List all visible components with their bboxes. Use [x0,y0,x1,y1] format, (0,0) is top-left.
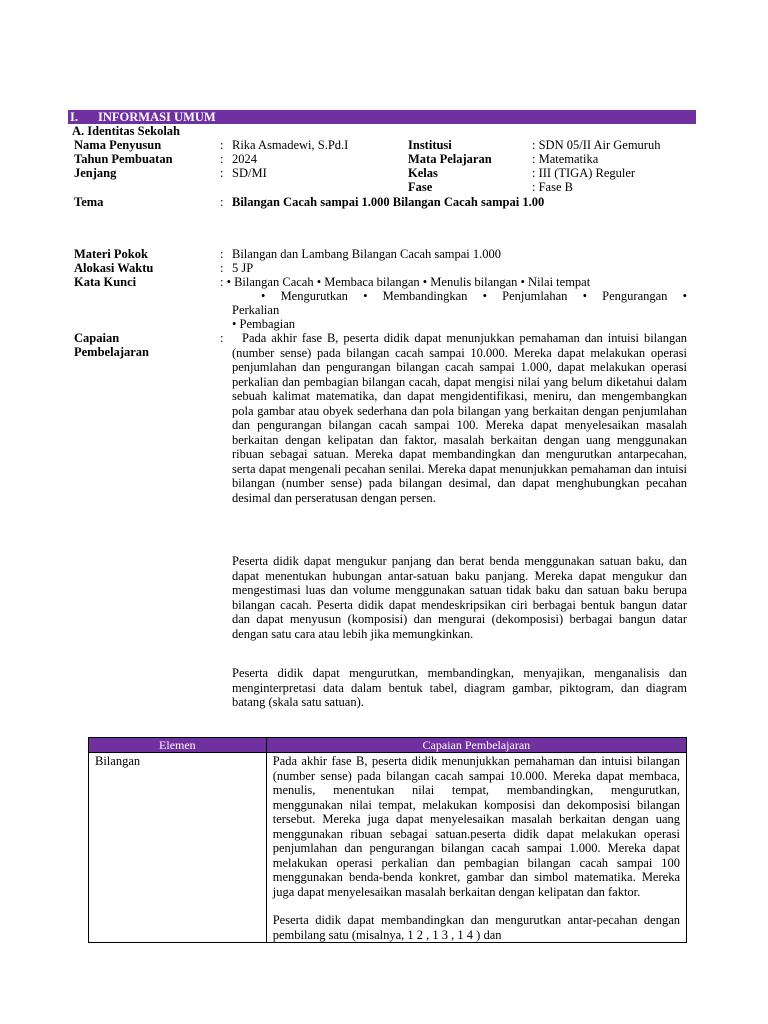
nama-penyusun-value: Rika Asmadewi, S.Pd.I [232,138,349,152]
capaian-paragraph-2: Peserta didik dapat mengukur panjang dan berat benda menggunakan satuan baku, dan dapat menentukan hubungan antar-satuan baku panjang. Mereka dapat mengukur dan mengestimasi luas dan volume menggunakan satuan tidak baku dan satuan baku berupa bilangan cacah. Peserta didik dapat mendeskripsikan ciri berbagai bentuk bangun datar dan dapat menyusun (komposisi) dan mengurai (dekomposisi) berbagai bangun datar dengan satu cara atau lebih jika memungkinkan. [232,554,687,641]
table-cell-elemen: Bilangan [89,753,267,943]
mata-pelajaran-value: : Matematika [532,152,599,166]
nama-penyusun-label: Nama Penyusun [74,138,162,152]
tema-value: Bilangan Cacah sampai 1.000 Bilangan Cacah sampai 1.00 [232,195,545,209]
jenjang-value: SD/MI [232,166,267,180]
kelas-label: Kelas [408,166,438,180]
colon: : [220,247,224,261]
alokasi-waktu-label: Alokasi Waktu [74,261,154,275]
kata-kunci-line4: • Pembagian [232,317,296,331]
colon: : [220,261,224,275]
colon: : [220,166,224,180]
colon: : [220,195,224,209]
kelas-value: : III (TIGA) Reguler [532,166,636,180]
table-cell-capaian [266,753,686,943]
materi-pokok-label: Materi Pokok [74,247,148,261]
fase-label: Fase [408,180,433,194]
section-number: I. [70,110,78,124]
tahun-pembuatan-label: Tahun Pembuatan [74,152,173,166]
table-cell-paragraph-1: Pada akhir fase B, peserta didik menunjukkan pemahaman dan intuisi bilangan (number sense) pada bilangan cacah sampai 10.000. Mereka dapat membaca, menulis, menentukan nilai tempat, membandingkan, mengurutkan, menggunakan nilai tempat, melakukan komposisi dan dekomposisi bilangan tersebut. Mereka juga dapat menyelesaikan masalah berkaitan dengan uang menggunakan ribuan sebagai satuan.peserta didik dapat melakukan operasi penjumlahan dan pengurangan bilangan cacah sampai 1.000. Mereka dapat melakukan operasi perkalian dan pembagian bilangan cacah sampai 100 menggunakan benda-benda konkret, gambar dan simbol matematika. Mereka juga dapat menyelesaikan masalah berkaitan dengan kelipatan dan faktor. [272,754,680,899]
materi-pokok-value: Bilangan dan Lambang Bilangan Cacah sampai 1.000 [232,247,502,261]
mata-pelajaran-label: Mata Pelajaran [408,152,492,166]
colon: : [220,138,224,152]
kata-kunci-line3: Perkalian [232,303,280,317]
section-title: INFORMASI UMUM [98,110,216,124]
capaian-label-line1: Capaian [74,331,120,345]
institusi-label: Institusi [408,138,452,152]
colon: : [220,331,224,345]
kata-kunci-line1: : • Bilangan Cacah • Membaca bilangan • Menulis bilangan • Nilai tempat [220,275,591,289]
table-header-row [89,738,687,753]
table-header-elemen: Elemen [89,738,267,753]
colon: : [220,152,224,166]
capaian-paragraph-3: Peserta didik dapat mengurutkan, membandingkan, menyajikan, menganalisis dan menginterpretasi data dalam bentuk tabel, diagram gambar, piktogram, dan diagram batang (skala satu satuan). [232,666,687,709]
fase-value: : Fase B [532,180,573,194]
jenjang-label: Jenjang [74,166,117,180]
capaian-label-line2: Pembelajaran [74,345,149,359]
institusi-value: : SDN 05/II Air Gemuruh [532,138,661,152]
kata-kunci-line2: • Mengurutkan • Membandingkan • Penjumlahan • Pengurangan • [261,289,687,303]
table-row [89,753,687,943]
tema-label: Tema [74,195,104,209]
table-cell-paragraph-2: Peserta didik dapat membandingkan dan mengurutkan antar-pecahan dengan pembilang satu (misalnya, 1 2 , 1 3 , 1 4 ) dan [272,913,680,942]
capaian-table [88,737,687,943]
capaian-paragraph-1: Pada akhir fase B, peserta didik dapat menunjukkan pemahaman dan intuisi bilangan (number sense) pada bilangan cacah sampai 10.000. Mereka dapat melakukan operasi penjumlahan dan pengurangan bilangan cacah sampai 1.000, dapat melakukan operasi perkalian dan pembagian bilangan cacah, dapat mengisi nilai yang belum diketahui dalam sebuah kalimat matematika, dan dapat mengidentifikasi, meniru, dan mengembangkan pola gambar atau obyek sederhana dan pola bilangan yang berkaitan dengan penjumlahan dan pengurangan bilangan cacah sampai 100. Mereka dapat menyelesaikan masalah berkaitan dengan kelipatan dan faktor, masalah berkaitan dengan uang menggunakan ribuan sebagai satuan. Mereka dapat membandingkan dan mengurutkan antarpecahan, serta dapat mengenali pecahan senilai. Mereka dapat menunjukkan pemahaman dan intuisi bilangan (number sense) pada bilangan desimal, dan dapat menghubungkan pecahan desimal dan perseratusan dengan persen. [232,331,687,505]
tahun-pembuatan-value: 2024 [232,152,257,166]
kata-kunci-label: Kata Kunci [74,275,137,289]
table-header-capaian: Capaian Pembelajaran [266,738,686,753]
alokasi-waktu-value: 5 JP [232,261,254,275]
identitas-heading: A. Identitas Sekolah [72,124,181,138]
paragraph-spacer [273,899,680,913]
